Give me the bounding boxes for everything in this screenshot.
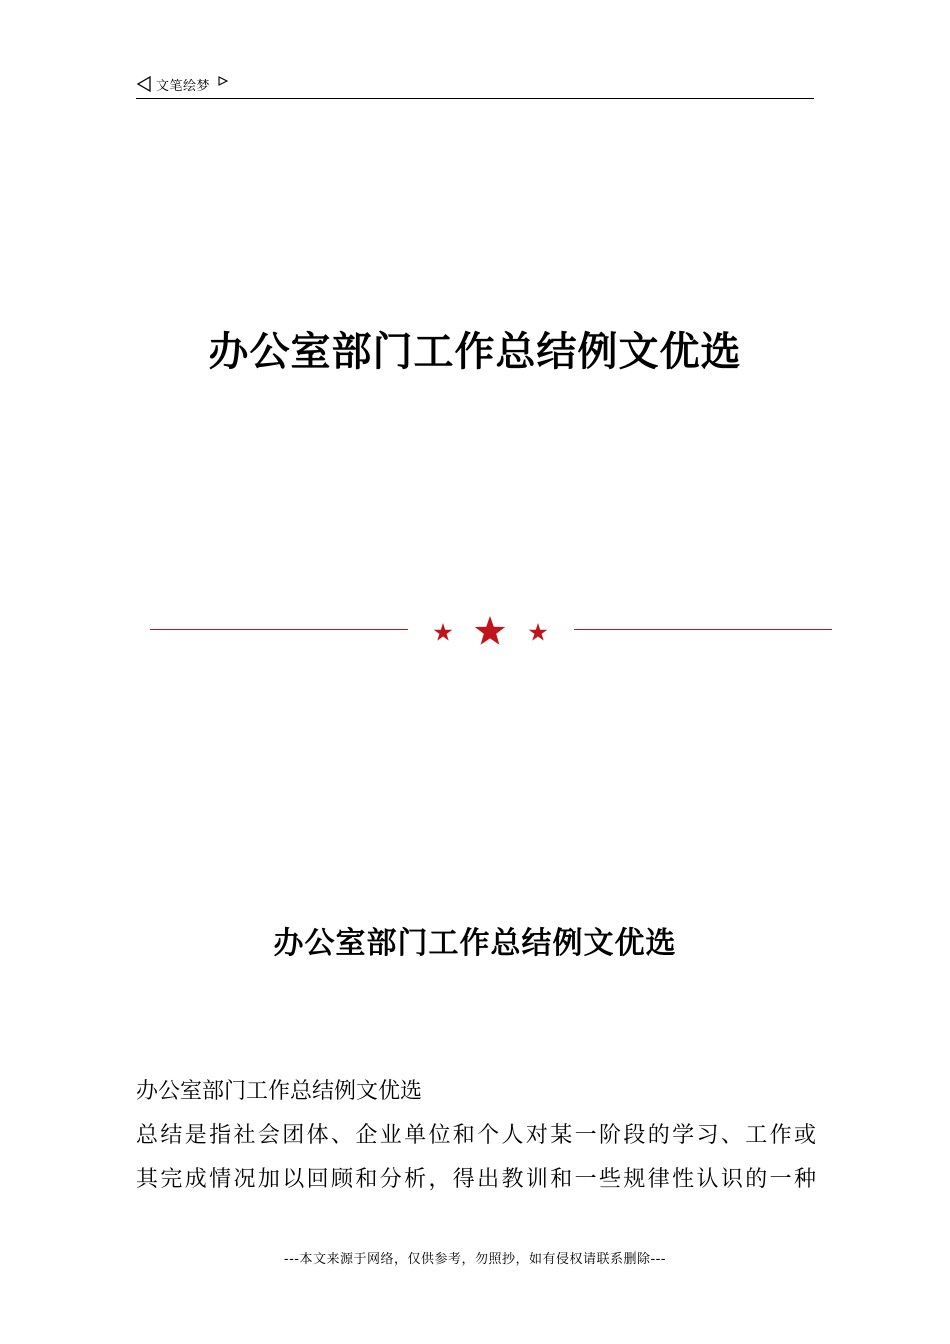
brand-name: 文笔绘梦 — [156, 78, 211, 94]
paragraph: 其完成情况加以回顾和分析，得出教训和一些规律性认识的一种 — [136, 1167, 816, 1192]
divider-line-left — [150, 629, 408, 630]
star-icon — [475, 616, 505, 645]
document-body — [136, 1070, 816, 1202]
star-icon — [434, 623, 453, 641]
triangle-right-outline-icon — [218, 76, 228, 86]
cover-title: 办公室部门工作总结例文优选 — [208, 329, 742, 375]
footer-notice: ---本文来源于网络，仅供参考，勿照抄，如有侵权请联系删除--- — [283, 1252, 667, 1267]
paragraph: 办公室部门工作总结例文优选 — [136, 1079, 423, 1104]
paragraph: 总结是指社会团体、企业单位和个人对某一阶段的学习、工作或 — [136, 1123, 816, 1148]
page-header — [136, 74, 814, 99]
star-icon — [529, 623, 548, 641]
document-title: 办公室部门工作总结例文优选 — [273, 926, 677, 961]
star-group — [428, 614, 558, 650]
divider-line-right — [574, 629, 832, 630]
triangle-left-outline-icon — [136, 76, 152, 92]
